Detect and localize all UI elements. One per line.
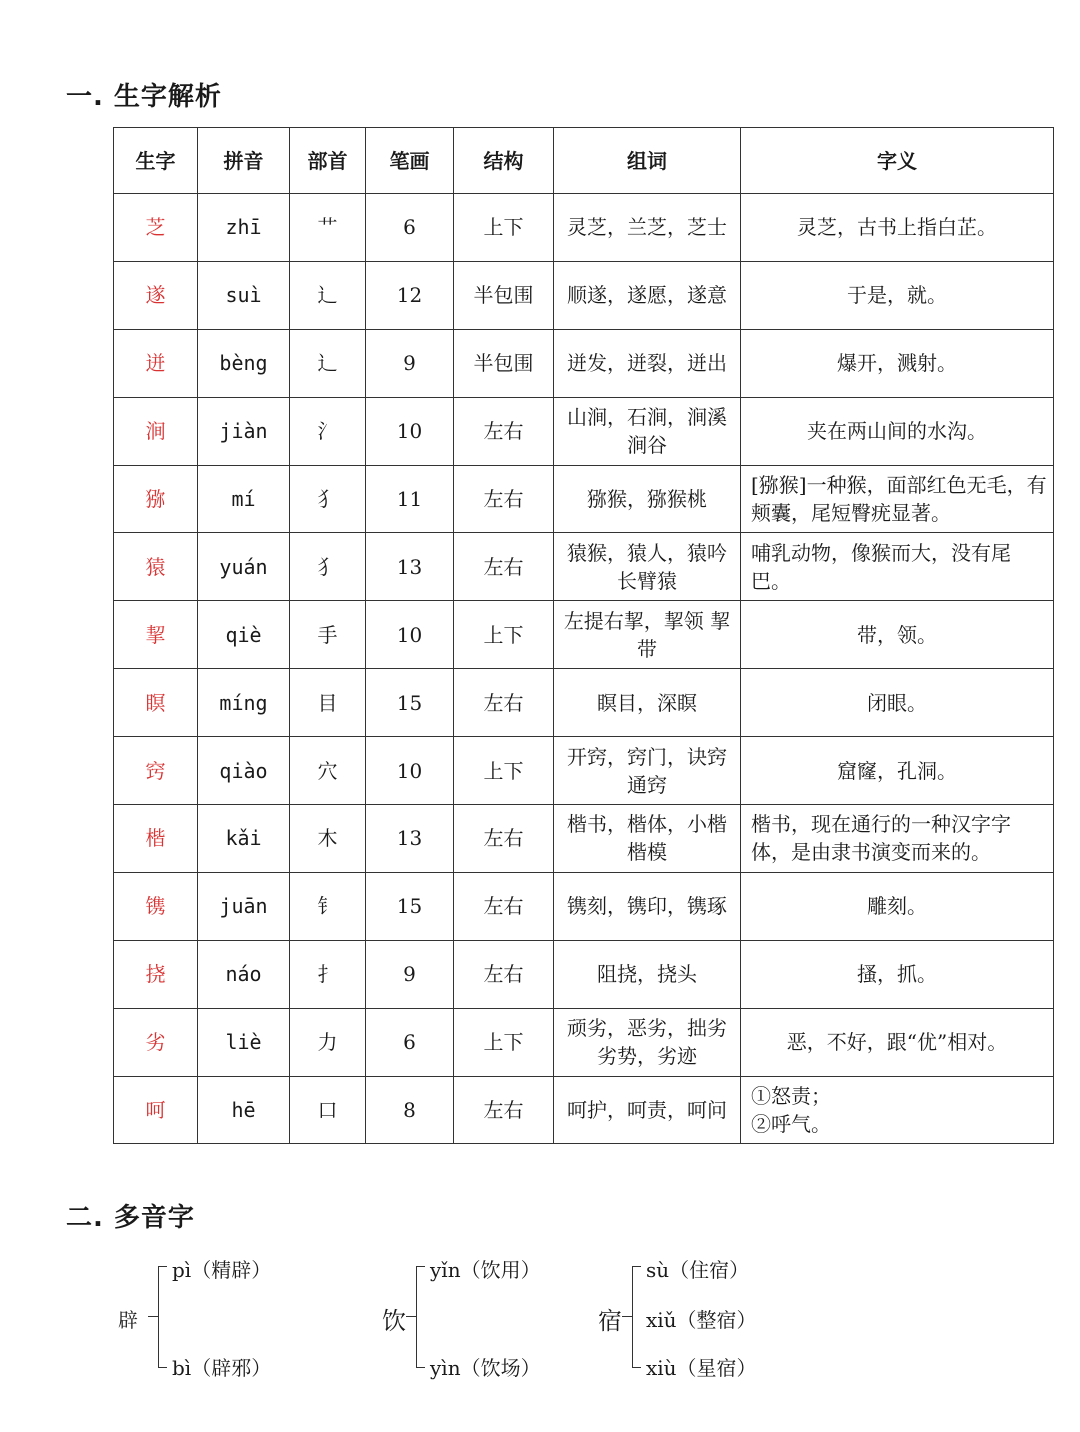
table-cell-character: 劣 [114,1008,198,1076]
table-cell-radical: 力 [290,1008,366,1076]
table-cell-radical: 犭 [290,465,366,533]
table-row [114,805,1054,873]
table-row [114,1008,1054,1076]
table-cell-meaning: 搔，抓。 [741,940,1054,1008]
table-row [114,194,1054,262]
table-cell-strokes: 15 [366,872,454,940]
table-cell-strokes: 10 [366,737,454,805]
table-cell-strokes: 6 [366,1008,454,1076]
table-cell-structure: 左右 [454,669,554,737]
table-cell-strokes: 10 [366,397,454,465]
brace-line [632,1266,641,1368]
brace-tick [406,1316,416,1317]
table-cell-structure: 半包围 [454,329,554,397]
table-cell-words: 呵护，呵责，呵问 [554,1076,741,1144]
polyphone-character: 辟 [118,1307,138,1332]
table-cell-words: 顽劣，恶劣，拙劣 劣势，劣迹 [554,1008,741,1076]
table-row [114,1076,1054,1144]
table-header-row [114,128,1054,194]
table-cell-words: 楷书，楷体，小楷 楷模 [554,805,741,873]
table-row [114,872,1054,940]
table-cell-pinyin: míng [198,669,290,737]
table-cell-radical: 手 [290,601,366,669]
polyphone-reading: bì（辟邪） [172,1356,272,1380]
section-title-polyphones: 二. 多音字 [66,1203,195,1233]
table-cell-strokes: 9 [366,940,454,1008]
table-cell-words: 灵芝，兰芝，芝士 [554,194,741,262]
table-cell-structure: 半包围 [454,261,554,329]
table-cell-radical: 钅 [290,872,366,940]
table-cell-radical: 口 [290,1076,366,1144]
table-cell-character: 遂 [114,261,198,329]
table-cell-radical: 艹 [290,194,366,262]
table-cell-meaning: 灵芝，古书上指白芷。 [741,194,1054,262]
polyphone-reading: xiù（星宿） [646,1356,757,1380]
table-cell-words: 开窍，窍门，诀窍 通窍 [554,737,741,805]
table-cell-strokes: 15 [366,669,454,737]
table-cell-character: 镌 [114,872,198,940]
header-pinyin: 拼音 [198,128,290,194]
table-cell-pinyin: kǎi [198,805,290,873]
table-cell-radical: 犭 [290,533,366,601]
table-cell-meaning: 闭眼。 [741,669,1054,737]
table-cell-pinyin: liè [198,1008,290,1076]
table-cell-character: 猕 [114,465,198,533]
table-cell-character: 涧 [114,397,198,465]
table-cell-character: 呵 [114,1076,198,1144]
table-cell-words: 瞑目，深瞑 [554,669,741,737]
table-row [114,737,1054,805]
brace-tick [622,1316,632,1317]
table-row [114,397,1054,465]
polyphone-reading: yìn（饮场） [430,1356,541,1380]
table-cell-structure: 左右 [454,397,554,465]
table-row [114,465,1054,533]
table-cell-meaning: ①怒责； ②呼气。 [741,1076,1054,1144]
polyphone-reading: pì（精辟） [172,1258,272,1282]
table-cell-words: 阻挠，挠头 [554,940,741,1008]
table-cell-words: 左提右挈，挈领 挈带 [554,601,741,669]
table-cell-meaning: 雕刻。 [741,872,1054,940]
table-cell-meaning: 窟窿，孔洞。 [741,737,1054,805]
table-cell-words: 猿猴，猿人，猿吟 长臂猿 [554,533,741,601]
table-cell-meaning: 哺乳动物，像猴而大，没有尾巴。 [741,533,1054,601]
header-radical: 部首 [290,128,366,194]
header-character: 生字 [114,128,198,194]
header-strokes: 笔画 [366,128,454,194]
header-words: 组词 [554,128,741,194]
polyphone-reading: sù（住宿） [646,1258,750,1282]
table-cell-pinyin: zhī [198,194,290,262]
table-cell-words: 顺遂，遂愿，遂意 [554,261,741,329]
table-row [114,601,1054,669]
table-cell-pinyin: bèng [198,329,290,397]
table-row [114,261,1054,329]
table-row [114,940,1054,1008]
table-cell-meaning: 恶，不好，跟“优”相对。 [741,1008,1054,1076]
table-cell-character: 迸 [114,329,198,397]
table-cell-strokes: 12 [366,261,454,329]
table-row [114,329,1054,397]
table-cell-structure: 左右 [454,805,554,873]
table-cell-meaning: 楷书，现在通行的一种汉字字体，是由隶书演变而来的。 [741,805,1054,873]
brace-line [416,1266,425,1368]
table-cell-strokes: 8 [366,1076,454,1144]
table-cell-structure: 上下 [454,601,554,669]
polyphone-reading: yǐn（饮用） [430,1258,541,1282]
table-cell-meaning: 于是，就。 [741,261,1054,329]
table-cell-structure: 上下 [454,1008,554,1076]
table-cell-structure: 左右 [454,533,554,601]
table-cell-character: 猿 [114,533,198,601]
header-structure: 结构 [454,128,554,194]
table-cell-strokes: 13 [366,533,454,601]
table-cell-pinyin: suì [198,261,290,329]
brace-line [158,1266,167,1368]
character-table [113,127,1054,1144]
table-cell-meaning: 爆开，溅射。 [741,329,1054,397]
table-cell-words: 镌刻，镌印，镌琢 [554,872,741,940]
table-cell-character: 芝 [114,194,198,262]
table-cell-character: 挠 [114,940,198,1008]
table-cell-radical: 氵 [290,397,366,465]
table-cell-meaning: 夹在两山间的水沟。 [741,397,1054,465]
table-cell-radical: 目 [290,669,366,737]
table-cell-pinyin: mí [198,465,290,533]
table-cell-pinyin: jiàn [198,397,290,465]
table-cell-pinyin: qiào [198,737,290,805]
table-row [114,533,1054,601]
table-row [114,669,1054,737]
table-cell-strokes: 10 [366,601,454,669]
table-cell-pinyin: náo [198,940,290,1008]
polyphone-reading: xiǔ（整宿） [646,1308,757,1332]
table-cell-character: 挈 [114,601,198,669]
section-title-new-characters: 一. 生字解析 [66,82,222,112]
table-cell-meaning: [猕猴]一种猴，面部红色无毛，有颊囊，尾短臀疣显著。 [741,465,1054,533]
table-cell-meaning: 带，领。 [741,601,1054,669]
table-cell-pinyin: hē [198,1076,290,1144]
table-cell-strokes: 9 [366,329,454,397]
polyphone-character: 宿 [598,1307,622,1336]
header-meaning: 字义 [741,128,1054,194]
table-cell-words: 迸发，迸裂，迸出 [554,329,741,397]
table-cell-character: 楷 [114,805,198,873]
table-cell-radical: 扌 [290,940,366,1008]
table-cell-structure: 左右 [454,940,554,1008]
table-cell-radical: 辶 [290,329,366,397]
table-cell-structure: 左右 [454,872,554,940]
table-cell-structure: 左右 [454,1076,554,1144]
table-cell-words: 猕猴，猕猴桃 [554,465,741,533]
table-cell-words: 山涧，石涧，涧溪 涧谷 [554,397,741,465]
table-cell-pinyin: yuán [198,533,290,601]
table-cell-structure: 左右 [454,465,554,533]
table-cell-strokes: 6 [366,194,454,262]
table-cell-character: 瞑 [114,669,198,737]
table-cell-pinyin: juān [198,872,290,940]
table-cell-strokes: 11 [366,465,454,533]
polyphone-character: 饮 [382,1307,406,1336]
table-cell-structure: 上下 [454,737,554,805]
table-cell-radical: 木 [290,805,366,873]
table-cell-character: 窍 [114,737,198,805]
table-cell-radical: 穴 [290,737,366,805]
table-cell-strokes: 13 [366,805,454,873]
table-cell-pinyin: qiè [198,601,290,669]
brace-tick [148,1316,158,1317]
table-cell-radical: 辶 [290,261,366,329]
table-cell-structure: 上下 [454,194,554,262]
